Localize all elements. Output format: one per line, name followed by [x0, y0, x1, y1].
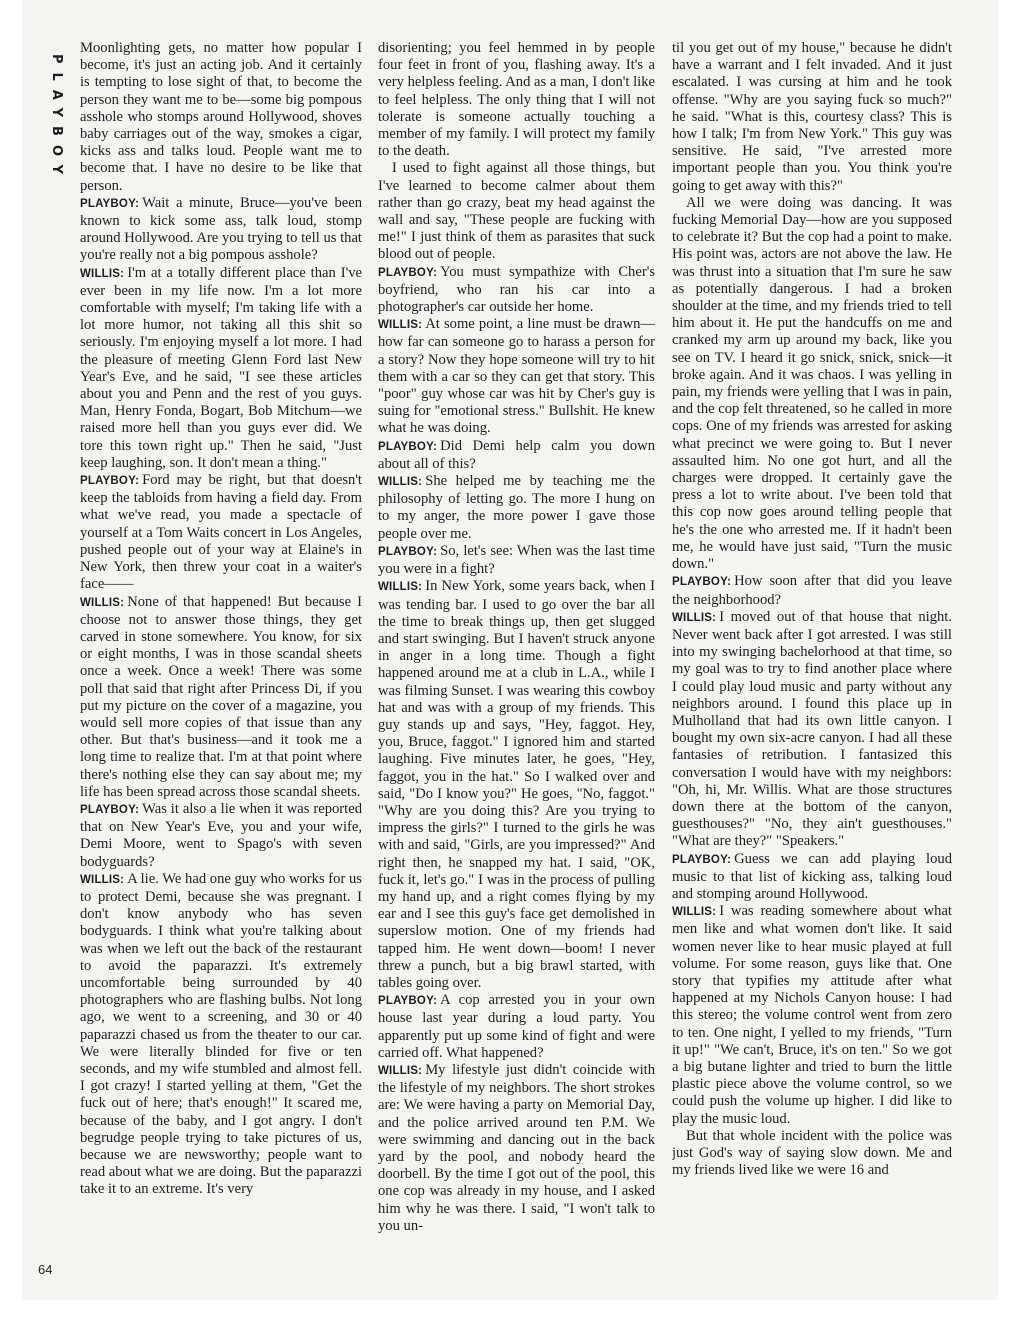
paragraph-text: None of that happened! But because I choose not to answer those things, they get carved in stone somewhere. You know, for six or eight months, I was in those scandal sheets once a week. Once a week! There was some poll that said that right after Princess Di, if you put my picture on the cover of a magazine, you would sell more copies of that issue than any other. But that's business—and it took me a long time to realize that. I'm at that point where there's nothing else they can say about me; my life has been spread across those scandal sheets.: [80, 593, 362, 800]
interview-paragraph: [378, 264, 655, 317]
interview-paragraph: [80, 195, 362, 265]
speaker-label: WILLIS:: [80, 267, 125, 280]
speaker-label: PLAYBOY:: [378, 995, 438, 1008]
paragraph-text: I'm at a totally different place than I've ever been in my life now. I'm a lot more comfortable with myself; I'm taking life with a lot more humor, not taking all this shit so seriously. I'm enjoying myself a lot more. I had the pleasure of meeting Glenn Ford last New Year's Eve, and he said, "I see these articles about you and Penn and the rest of you guys. Man, Henry Fonda, Bogart, Bob Mitchum—we raised more hell than you guys ever did. We tore this town right up." Then he said, "Just keep laughing, son. It don't mean a thing.": [80, 264, 362, 471]
interview-paragraph: [378, 316, 655, 437]
interview-paragraph: [672, 609, 952, 851]
speaker-label: WILLIS:: [80, 596, 125, 609]
paragraph-text: til you get out of my house," because he didn't have a warrant and I felt invaded. And it just escalated. I was cursing at him and he took offense. "Why are you saying fuck so much?" he said. "What is this, courtesy class? This is how I talk; I'm from New York." This guy was sensitive. He said, "I've arrested more important people than you. You think you're going to get away with this?": [672, 40, 952, 194]
speaker-label: WILLIS:: [672, 611, 717, 624]
interview-paragraph: [672, 851, 952, 904]
speaker-label: WILLIS:: [672, 906, 717, 919]
interview-paragraph: [378, 40, 655, 160]
paragraph-text: I used to fight against all those things, but I've learned to become calmer about them rather than go crazy, beat my head against the wall and say, "These people are fucking with me!" I just think of them as parasites that suck blood out of people.: [378, 160, 655, 263]
paragraph-text: A cop arrested you in your own house last year during a loud party. You apparently put up some kind of fight and were carried off. What happened?: [378, 992, 655, 1061]
paragraph-text: My lifestyle just didn't coincide with the lifestyle of my neighbors. The short strokes are: We were having a party on Memorial Day, and the police arrived around ten P.M. We were swimming and dancing out in the back yard by the pool, and nobody heard the doorbell. By the time I got out of the pool, this one cop was already in my house, and I asked him why he was there. I said, "I won't talk to you un-: [378, 1061, 655, 1234]
paragraph-text: Was it also a lie when it was reported that on New Year's Eve, you and your wife, Demi Moore, went to Spago's with seven bodyguards?: [80, 800, 362, 870]
masthead: [40, 38, 72, 198]
text-column-2: [378, 40, 655, 1295]
text-column-3: [672, 40, 952, 1295]
paragraph-text: You must sympathize with Cher's boyfriend, who ran his car into a photographer's car outside her home.: [378, 263, 655, 316]
interview-paragraph: [80, 594, 362, 801]
speaker-label: PLAYBOY:: [672, 853, 732, 866]
speaker-label: WILLIS:: [378, 1064, 423, 1077]
interview-paragraph: [378, 992, 655, 1062]
paragraph-text: A lie. We had one guy who works for us to protect Demi, because she was pregnant. I don't know anybody who has seven bodyguards. I think what you're talking about was when we left out the back of the restaurant to avoid the paparazzi. It's extremely uncomfortable being surrounded by 40 photographers who are flashing bulbs. Not long ago, we went to a screening, and 30 or 40 paparazzi chased us from the theater to our car. We were literally blinded for five or ten seconds, and my wife stumbled and almost fell. I got crazy! I started yelling at them, "Get the fuck out of here; that's enough!" It scared me, because of the baby, and I got angry. I don't begrudge people trying to take pictures of us, because we are newsworthy; people want to read about what we are doing. But the paparazzi take it to an extreme. It's very: [80, 870, 362, 1198]
paragraph-text: I moved out of that house that night. Never went back after I got arrested. I was still into my swinging bachelorhood at that time, so my goal was to try to find another place where I could play loud music and party without any neighbors around. I found this place up in Mulholland that had its own little canyon. I bought my own six-acre canyon. I had all these fantasies of retribution. I fantasized this conversation I would have with my neighbors: "Oh, hi, Mr. Willis. What are those structures down there at the bottom of the canyon, guesthouses?" "No, they ain't guesthouses." "What are they?" "Speakers.": [672, 608, 952, 850]
paragraph-text: Did Demi help calm you down about all of this?: [378, 437, 655, 472]
paragraph-text: All we were doing was dancing. It was fucking Memorial Day—how are you supposed to celebrate it? But the cop had a point to make. His point was, actors are not above the law. He was thrust into a situation that I'm sure he saw as potentially dangerous. I had a broken shoulder at the time, and my friends tried to tell him about it. He put the handcuffs on me and cranked my arm up around my back, like you see on TV. I heard it go snick, snick, snick—it broke again. And it was chaos. I was yelling in pain, my friends were yelling that I was in pain, and the cop felt threatened, so he called in more cops. One of my friends was arrested for asking what precinct we were going to. But I never assaulted him. No one got hurt, and all the charges were dropped. It certainly gave the press a lot to write about. I've been told that this cop now goes around telling people that he's the one who arrested me. If it hadn't been me, he would have just said, "Turn the music down.": [672, 194, 952, 573]
interview-paragraph: [378, 473, 655, 543]
speaker-label: PLAYBOY:: [378, 266, 438, 279]
paragraph-text: Ford may be right, but that doesn't keep the tabloids from having a field day. From what we've read, you made a spectacle of yourself at a Tom Waits concert in Los Angeles, pushed people out of your way at Elaine's in New York, then threw your coat in a waiter's face——: [80, 472, 362, 593]
paragraph-text: She helped me by teaching me the philosophy of letting go. The more I hung on to my anger, the more power I gave those people over me.: [378, 473, 655, 542]
interview-paragraph: [378, 1062, 655, 1235]
interview-paragraph: [672, 195, 952, 573]
speaker-label: PLAYBOY:: [378, 545, 438, 558]
paragraph-text: Moonlighting gets, no matter how popular I become, it's just an acting job. And it certainly is tempting to lose sight of that, to become the person they want me to be—some big pompous asshole who stomps around Hollywood, shoves baby carriages out of the way, smokes a cigar, kicks ass and talks loud. People want me to become that. I have no desire to be like that person.: [80, 40, 362, 194]
speaker-label: PLAYBOY:: [378, 440, 438, 453]
paragraph-text: At some point, a line must be drawn—how far can someone go to harass a person for a story? Now they hope someone will try to hit them with a car so they can get that story. This "poor" guy whose car was hit by Cher's guy is suing for "emotional stress." Bullshit. He knew what he was doing.: [378, 316, 655, 437]
paragraph-text: disorienting; you feel hemmed in by people four feet in front of you, flashing away. It's a very helpless feeling. And as a man, I don't like to feel helpless. The only thing that I will not tolerate is someone actually touching a member of my family. I will protect my family to the death.: [378, 40, 655, 160]
speaker-label: PLAYBOY:: [672, 576, 732, 589]
interview-paragraph: [80, 40, 362, 195]
interview-paragraph: [378, 578, 655, 992]
interview-paragraph: [378, 438, 655, 473]
interview-paragraph: [672, 1128, 952, 1180]
interview-paragraph: [80, 265, 362, 472]
speaker-label: WILLIS:: [378, 581, 423, 594]
interview-paragraph: [80, 801, 362, 871]
paragraph-text: Wait a minute, Bruce—you've been known to kick some ass, talk loud, stomp around Hollywood. Are you trying to tell us that you're really not a big pompous asshole?: [80, 194, 362, 264]
paragraph-text: Guess we can add playing loud music to that list of kicking ass, talking loud and stomping around Hollywood.: [672, 850, 952, 902]
interview-paragraph: [672, 40, 952, 195]
interview-paragraph: [378, 160, 655, 263]
speaker-label: WILLIS:: [80, 873, 125, 886]
interview-paragraph: [378, 543, 655, 578]
masthead-label: PLAYBOY: [49, 54, 64, 183]
page-number: 64: [38, 1262, 53, 1277]
paragraph-text: But that whole incident with the police was just God's way of saying slow down. Me and my friends lived like we were 16 and: [672, 1127, 952, 1179]
interview-paragraph: [80, 871, 362, 1199]
interview-paragraph: [672, 903, 952, 1128]
magazine-page: [22, 0, 998, 1320]
paragraph-text: In New York, some years back, when I was tending bar. I used to go over the bar all the time to break things up, then get slugged and start swinging. But I haven't struck anyone in anger in a long time. Though a fight happened around me at a club in L.A., while I was filming Sunset. I was wearing this cowboy hat and was with a group of my friends. This guy stands up and says, "Hey, faggot. Hey, you, Bruce, faggot." I ignored him and started laughing. Five minutes later, he goes, "Hey, faggot, you in the hat." So I walked over and said, "Do I know you?" He goes, "No, faggot." "Why are you doing this? Are you trying to impress the girls?" I turned to the girls he was with and said, "Girls, are you impressed?" And right then, he snapped my hat. I said, "OK, fuck it, let's go." I was in the process of pulling my hand up, and a right comes flying by my ear and I see this guy's face get demolished in superslow motion. One of my friends had tapped him. He went down—boom! I never threw a punch, but a big brawl started, with tables going over.: [378, 578, 655, 991]
interview-paragraph: [80, 472, 362, 593]
speaker-label: PLAYBOY:: [80, 475, 140, 488]
page-margin: [0, 1300, 1020, 1320]
speaker-label: WILLIS:: [378, 319, 423, 332]
speaker-label: PLAYBOY:: [80, 197, 140, 210]
paragraph-text: How soon after that did you leave the neighborhood?: [672, 573, 952, 608]
paragraph-text: I was reading somewhere about what men like and what women don't like. It said women never like to hear music played at full volume. For some reason, guys like that. One story that typifies my attitude after what happened at my Nichols Canyon house: I had this stereo; the volume control went from zero to ten. One night, I yelled to my friends, "Turn it up!" "We can't, Bruce, it's on ten." So we got a big butane lighter and tried to burn the little plastic piece above the volume control, so we could push the volume up higher. I did like to play the music loud.: [672, 903, 952, 1127]
text-column-1: [80, 40, 362, 1295]
interview-paragraph: [672, 573, 952, 608]
speaker-label: PLAYBOY:: [80, 803, 140, 816]
speaker-label: WILLIS:: [378, 476, 423, 489]
paragraph-text: So, let's see: When was the last time you were in a fight?: [378, 542, 655, 578]
